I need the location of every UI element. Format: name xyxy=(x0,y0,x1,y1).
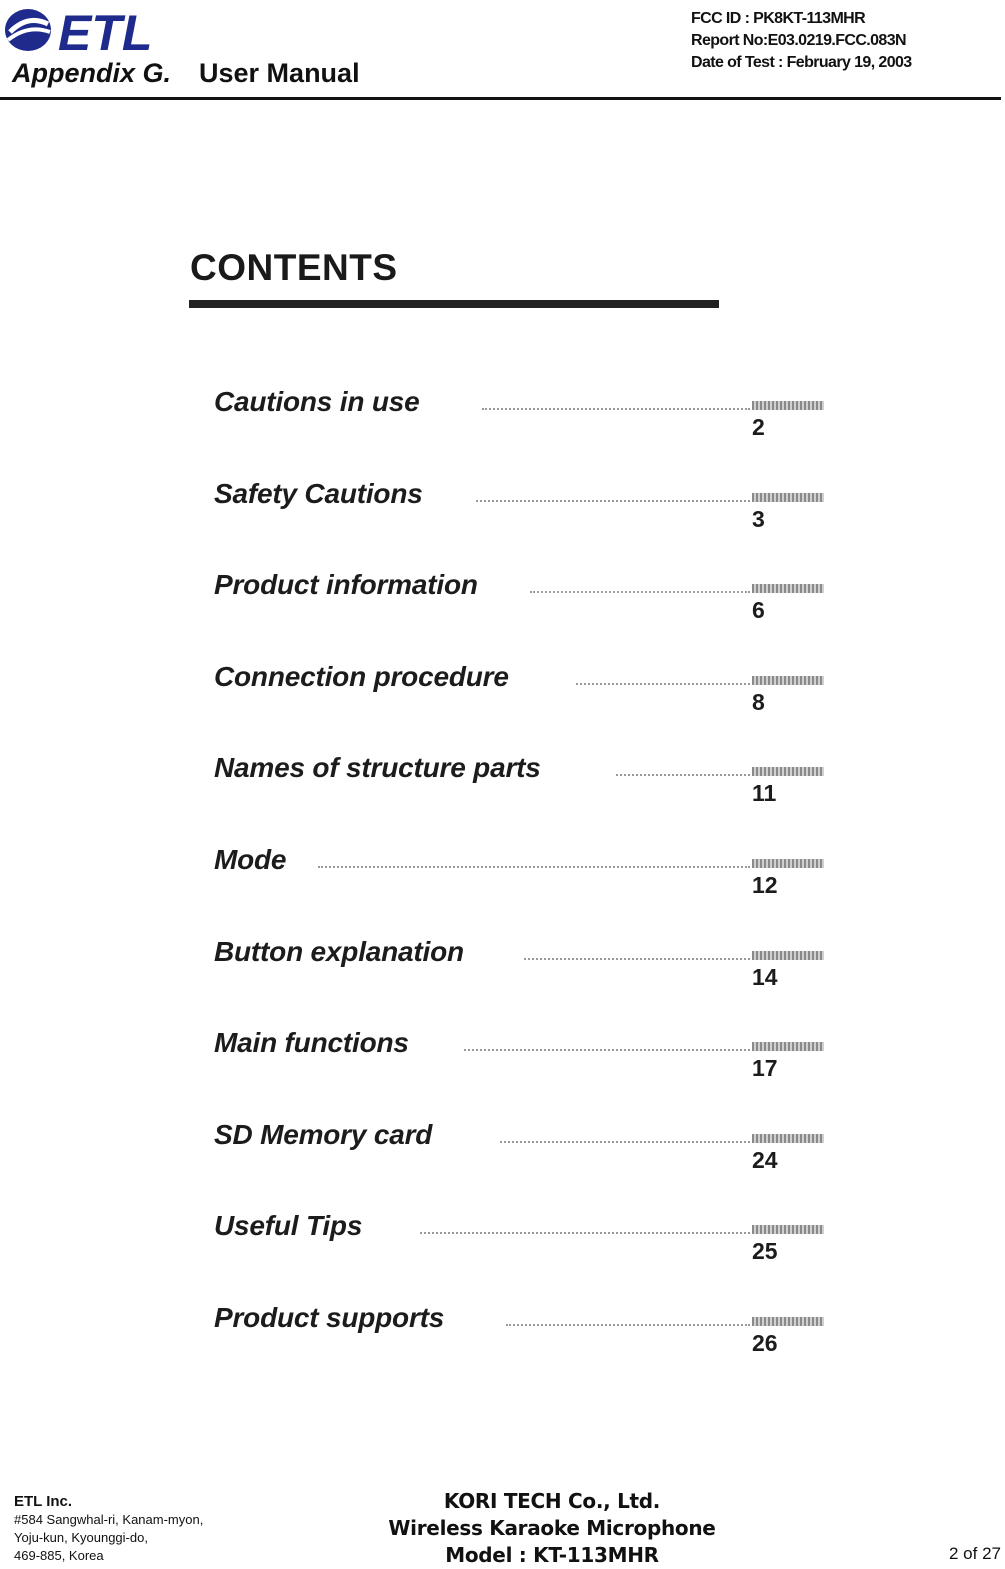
toc-leader-block xyxy=(752,676,824,685)
toc-page-number: 3 xyxy=(752,506,765,532)
toc-entry xyxy=(214,1119,834,1189)
toc-dot-leader xyxy=(420,1232,750,1234)
toc-dot-leader xyxy=(576,683,750,685)
toc-leader-block xyxy=(752,1225,824,1234)
header-divider xyxy=(0,97,1001,100)
etl-logo xyxy=(2,2,172,58)
toc-entry-label: Product information xyxy=(214,569,478,600)
footer-address-line: Yoju-kun, Kyounggi-do, xyxy=(14,1530,148,1545)
footer-model: Model : KT-113MHR xyxy=(445,1543,659,1567)
toc-entry xyxy=(214,1027,834,1097)
toc-dot-leader xyxy=(506,1324,750,1326)
toc-page-number: 26 xyxy=(752,1330,778,1356)
toc-leader-block xyxy=(752,584,824,593)
toc-page-number: 24 xyxy=(752,1147,778,1173)
footer-address-line: #584 Sangwhal-ri, Kanam-myon, xyxy=(14,1512,204,1527)
toc-page-number: 12 xyxy=(752,872,778,898)
appendix-title xyxy=(12,58,360,89)
toc-entry-label: Safety Cautions xyxy=(214,478,423,509)
toc-entry-label: Button explanation xyxy=(214,936,464,967)
toc-leader-block xyxy=(752,951,824,960)
toc-leader-block xyxy=(752,401,824,410)
footer-product-info xyxy=(380,1488,724,1569)
page-indicator: 2 of 27 xyxy=(949,1544,1001,1563)
appendix-label: Appendix G. xyxy=(12,58,172,88)
test-date: Date of Test : February 19, 2003 xyxy=(691,54,912,71)
toc-leader-block xyxy=(752,1317,824,1326)
toc-dot-leader xyxy=(482,408,750,410)
toc-entry xyxy=(214,569,834,639)
toc-entry-label: Names of structure parts xyxy=(214,752,541,783)
toc-leader-block xyxy=(752,493,824,502)
toc-page-number: 2 xyxy=(752,414,765,440)
toc-leader-block xyxy=(752,1042,824,1051)
footer-product: Wireless Karaoke Microphone xyxy=(388,1516,716,1540)
manual-label: User Manual xyxy=(199,58,360,88)
toc-dot-leader xyxy=(464,1049,750,1051)
logo-text: ETL xyxy=(58,5,153,58)
toc-page-number: 17 xyxy=(752,1055,778,1081)
toc-entry-label: Connection procedure xyxy=(214,661,509,692)
report-number: Report No:E03.0219.FCC.083N xyxy=(691,32,906,49)
toc-entry-label: Product supports xyxy=(214,1302,445,1333)
toc-entry xyxy=(214,1210,834,1280)
report-info xyxy=(691,8,912,74)
footer-address-line: 469-885, Korea xyxy=(14,1548,104,1563)
toc-dot-leader xyxy=(476,500,750,502)
toc-entry-label: Cautions in use xyxy=(214,386,420,417)
toc-entry xyxy=(214,478,834,548)
toc-entry-label: SD Memory card xyxy=(214,1119,433,1150)
toc-leader-block xyxy=(752,1134,824,1143)
fcc-id: FCC ID : PK8KT-113MHR xyxy=(691,10,866,27)
toc-entry xyxy=(214,844,834,914)
toc-dot-leader xyxy=(318,866,750,868)
toc-dot-leader xyxy=(616,774,750,776)
toc-page-number: 8 xyxy=(752,689,765,715)
toc-entry xyxy=(214,936,834,1006)
toc-entry-label: Useful Tips xyxy=(214,1210,363,1241)
toc-leader-block xyxy=(752,767,824,776)
toc-page-number: 6 xyxy=(752,597,765,623)
toc-dot-leader xyxy=(524,958,750,960)
toc-page-number: 25 xyxy=(752,1238,778,1264)
toc-leader-block xyxy=(752,859,824,868)
contents-heading: CONTENTS xyxy=(190,247,398,288)
toc-entry xyxy=(214,661,834,731)
toc-page-number: 14 xyxy=(752,964,778,990)
toc-dot-leader xyxy=(500,1141,750,1143)
contents-underline xyxy=(189,300,719,308)
toc-entry xyxy=(214,1302,834,1372)
toc-entry-label: Main functions xyxy=(214,1027,409,1058)
footer-company: ETL Inc. xyxy=(14,1493,73,1510)
toc-entry-label: Mode xyxy=(214,844,287,875)
etl-logo-icon xyxy=(2,2,172,58)
toc-entry xyxy=(214,386,834,456)
footer-maker: KORI TECH Co., Ltd. xyxy=(443,1489,661,1513)
toc-entry xyxy=(214,752,834,822)
toc-page-number: 11 xyxy=(752,780,777,806)
footer-address-block xyxy=(14,1493,203,1565)
toc-dot-leader xyxy=(530,591,750,593)
